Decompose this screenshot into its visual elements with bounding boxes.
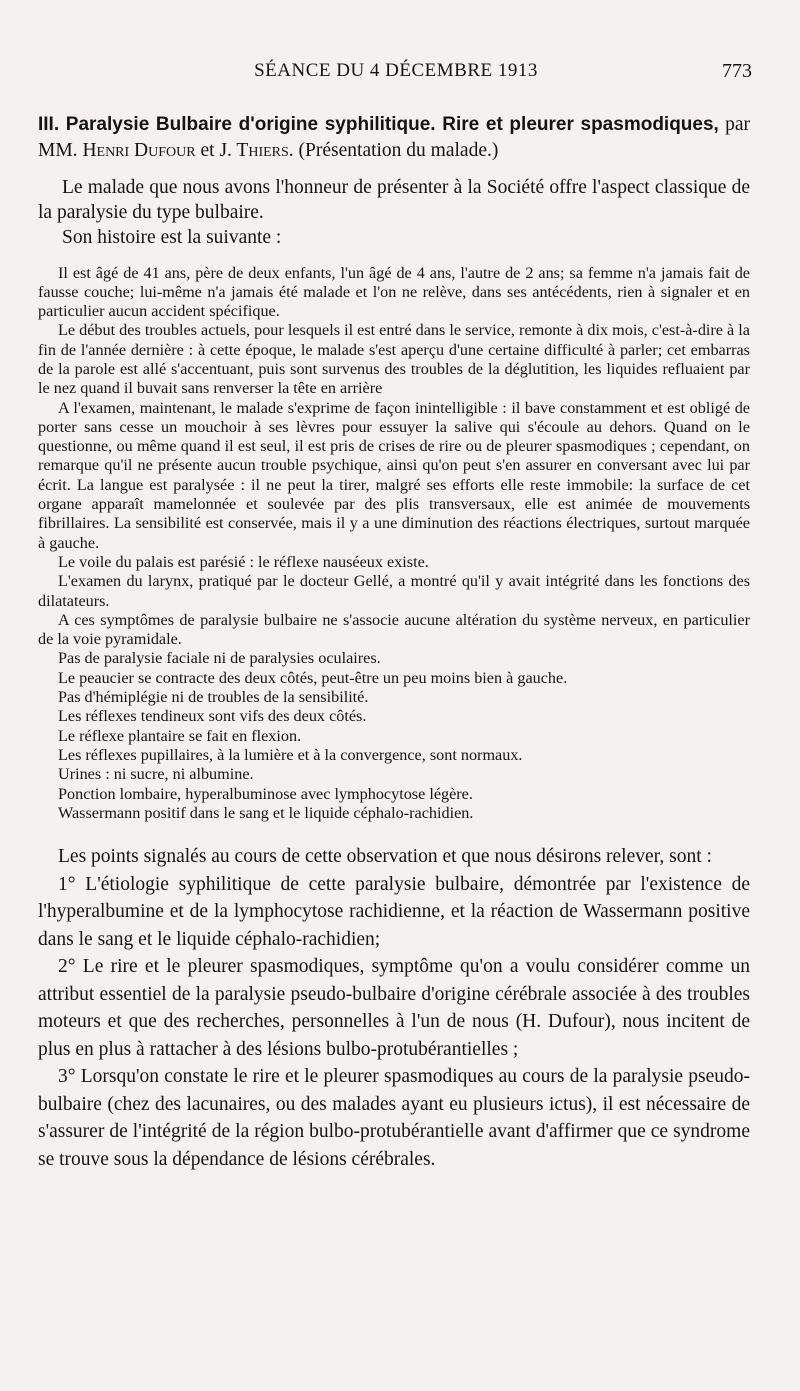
byline-and: et bbox=[200, 140, 215, 161]
page-number: 773 bbox=[722, 60, 752, 82]
observation-paragraph: Pas d'hémiplégie ni de troubles de la sensibilité. bbox=[58, 688, 369, 707]
observation-paragraph: Le voile du palais est parésié : le réflexe nauséeux existe. bbox=[58, 552, 429, 571]
conclusion-paragraph: Les points signalés au cours de cette observation et que nous désirons relever, sont : bbox=[58, 846, 712, 868]
intro-paragraph: Son histoire est la suivante : bbox=[62, 227, 282, 248]
conclusion-paragraph: 2° Le rire et le pleurer spasmodiques, symptôme qu'on a voulu considérer comme un attribut essentiel de la paralysie pseudo-bulbaire d'origine cérébrale associée à des troubles moteurs et que des recherches, personnelles à l'un de nous (H. Dufour), nous incitent de plus en plus à rattacher à des lésions bulbo-protubérantielles ; bbox=[38, 956, 750, 1060]
article-heading bbox=[38, 112, 750, 164]
article-body bbox=[38, 112, 750, 1173]
observation-paragraph: Le réflexe plantaire se fait en flexion. bbox=[58, 726, 302, 745]
running-head-title: SÉANCE DU 4 DÉCEMBRE 1913 bbox=[254, 60, 538, 81]
observation-paragraph: Wassermann positif dans le sang et le liquide céphalo-rachidien. bbox=[58, 803, 474, 822]
observation-paragraph: Les réflexes pupillaires, à la lumière et à la convergence, sont normaux. bbox=[58, 745, 523, 764]
observation-paragraph: A l'examen, maintenant, le malade s'exprime de façon inintelligible : il bave constamment et est obligé de porter sans cesse un mouchoir à ses lèvres pour essuyer la salive qui s'écoule au dehors. Quand on le questionne, ou même quand il est seul, il est pris de crises de rire ou de pleurer spasmodiques ; cependant, on remarque qu'il ne présente aucun trouble psychique, ainsi qu'on peut s'en assurer en conversant avec lui par écrit. La langue est paralysée : il ne peut la tirer, malgré ses efforts elle reste immobile: la surface de cet organe apparaît mamelonnée et soulevée par des plis transversaux, elle est animée de mouvements fibrillaires. La sensibilité est conservée, mais il y a une diminution des réactions électriques, surtout marquée à gauche. bbox=[38, 398, 750, 552]
presentation-note: . (Présentation du malade.) bbox=[288, 140, 499, 161]
observation-paragraph: Il est âgé de 41 ans, père de deux enfants, l'un âgé de 4 ans, l'autre de 2 ans; sa femme n'a jamais fait de fausse couche; lui-même n'a jamais été malade et l'on ne relève, dans ses antécédents, rien à signaler et en particulier aucun accident spécifique. bbox=[38, 263, 750, 321]
running-head bbox=[40, 60, 752, 88]
observation-paragraph: Ponction lombaire, hyperalbuminose avec lymphocytose légère. bbox=[58, 784, 473, 803]
conclusion-paragraph: 1° L'étiologie syphilitique de cette paralysie bulbaire, démontrée par l'existence de l'hyperalbumine et de la lymphocytose rachidienne, et la réaction de Wassermann positive dans le sang et le liquide céphalo-rachidien; bbox=[38, 873, 750, 950]
observation-paragraph: Le début des troubles actuels, pour lesquels il est entré dans le service, remonte à dix mois, c'est-à-dire à la fin de l'année dernière : à cette époque, le malade s'est aperçu d'une certaine difficulté à parler; cet embarras de la parole est allé s'accentuant, puis sont survenus des troubles de la déglutition, les liquides refluaient par le nez quand il buvait sans renverser la tête en arrière bbox=[38, 321, 750, 398]
observation-paragraph: Le peaucier se contracte des deux côtés, peut-être un peu moins bien à gauche. bbox=[58, 668, 568, 687]
observation-paragraph: Urines : ni sucre, ni albumine. bbox=[58, 765, 254, 784]
byline-prefix: par MM. bbox=[38, 114, 750, 161]
conclusion-paragraph: 3° Lorsqu'on constate le rire et le pleurer spasmodiques au cours de la paralysie pseudo-bulbaire (chez des lacunaires, ou des malades ayant eu plusieurs ictus), il est nécessaire de s'assurer de l'intégrité de la région bulbo-protubérantielle avant d'affirmer que ce syndrome se trouve sous la dépendance de lésions cérébrales. bbox=[38, 1066, 750, 1170]
author-thiers: J. Thiers bbox=[219, 140, 289, 161]
observation-paragraph: A ces symptômes de paralysie bulbaire ne s'associe aucune altération du système nerveux, en particulier de la voie pyramidale. bbox=[38, 610, 750, 649]
observation-paragraph: Les réflexes tendineux sont vifs des deux côtés. bbox=[58, 707, 367, 726]
section-number: III. bbox=[38, 114, 60, 135]
intro-paragraph: Le malade que nous avons l'honneur de présenter à la Société offre l'aspect classique de la paralysie du type bulbaire. bbox=[38, 177, 750, 223]
observation-paragraph: Pas de paralysie faciale ni de paralysies oculaires. bbox=[58, 649, 381, 668]
author-dufour: Henri Dufour bbox=[82, 140, 196, 161]
article-title: Paralysie Bulbaire d'origine syphilitique. Rire et pleurer spasmodiques, bbox=[65, 114, 719, 135]
observation-paragraph: L'examen du larynx, pratiqué par le docteur Gellé, a montré qu'il y avait intégrité dans les fonctions des dilatateurs. bbox=[38, 572, 750, 610]
